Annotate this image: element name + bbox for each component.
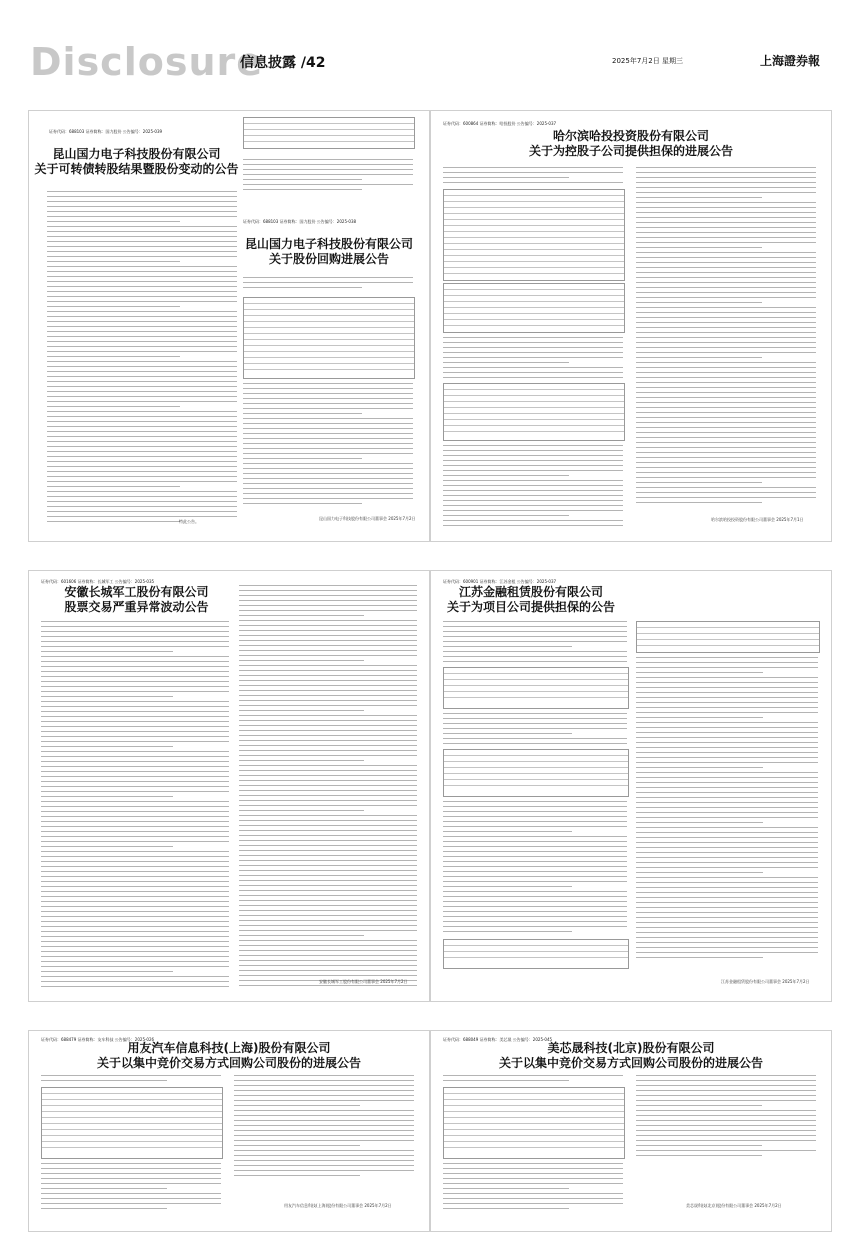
announcement-code: 证券代码：688479 证券简称：友车科技 公告编号：2025-026 xyxy=(41,1037,155,1042)
dateline: 2025年7月2日 星期三 xyxy=(612,57,683,65)
body-text xyxy=(41,1163,221,1213)
share-change-table xyxy=(243,117,415,149)
subsidiary-table xyxy=(443,383,625,441)
body-text xyxy=(443,1075,623,1085)
announcement-title: 用友汽车信息科技(上海)股份有限公司 关于以集中竞价交易方式回购公司股份的进展公告 xyxy=(96,1041,361,1070)
guarantee-table xyxy=(443,189,625,281)
announcement-code: 证券代码：600901 证券简称：江苏金租 公告编号：2025-037 xyxy=(443,579,557,584)
signature: 江苏金融租赁股份有限公司董事会 2025年7月2日 xyxy=(721,979,810,984)
announcement-code: 证券代码：688049 证券简称：美芯晟 公告编号：2025-045 xyxy=(443,1037,553,1042)
body-text xyxy=(239,585,417,990)
body-text xyxy=(41,1075,221,1085)
signature: 昆山国力电子科技股份有限公司董事会 2025年7月2日 xyxy=(319,516,416,521)
announcement-title: 哈尔滨哈投投资股份有限公司 关于为控股子公司提供担保的进展公告 xyxy=(528,129,733,158)
body-text xyxy=(243,277,413,292)
body-text xyxy=(443,337,623,382)
announcement-title: 昆山国力电子科技股份有限公司 关于股份回购进展公告 xyxy=(244,237,413,266)
announcement-code: 证券代码：601606 证券简称：长城军工 公告编号：2025-035 xyxy=(41,579,155,584)
body-text xyxy=(443,801,627,936)
panel-middle-left xyxy=(28,570,430,1002)
financial-table xyxy=(443,939,629,969)
panel-bottom-right xyxy=(430,1030,832,1232)
announcement-code: 证券代码：688103 证券简称：国力股份 公告编号：2025-038 xyxy=(243,219,357,224)
announcement-title: 美芯晟科技(北京)股份有限公司 关于以集中竞价交易方式回购公司股份的进展公告 xyxy=(498,1041,763,1070)
body-text xyxy=(234,1075,414,1180)
section-title: 信息披露 /42 xyxy=(240,55,326,71)
announcement-code: 证券代码：600864 证券简称：哈投股份 公告编号：2025-037 xyxy=(443,121,557,126)
body-text xyxy=(243,159,413,194)
body-text xyxy=(47,191,237,526)
signature: 哈尔滨哈投投资股份有限公司董事会 2025年7月1日 xyxy=(711,517,804,522)
body-text xyxy=(41,621,229,991)
repurchase-table xyxy=(243,297,415,379)
panel-bottom-left xyxy=(28,1030,430,1232)
masthead xyxy=(0,0,857,82)
repurchase-table xyxy=(443,1087,625,1159)
body-text xyxy=(636,657,818,962)
body-text xyxy=(443,1163,623,1213)
announcement-title: 江苏金融租赁股份有限公司 关于为项目公司提供担保的公告 xyxy=(446,585,615,614)
body-text xyxy=(636,1075,816,1160)
body-text xyxy=(443,621,627,666)
guarantee-table xyxy=(443,667,629,709)
announcement-title: 安徽长城军工股份有限公司 股票交易严重异常波动公告 xyxy=(64,585,209,614)
body-text xyxy=(443,167,623,187)
signature: 用友汽车信息科技(上海)股份有限公司董事会 2025年7月2日 xyxy=(284,1203,392,1208)
body-text xyxy=(443,713,627,748)
repurchase-table xyxy=(41,1087,223,1159)
project-table xyxy=(443,749,629,797)
financial-table xyxy=(636,621,820,653)
body-text xyxy=(636,167,816,507)
panel-top-left xyxy=(28,110,430,542)
guarantee-summary-table xyxy=(443,283,625,333)
signature: 安徽长城军工股份有限公司董事会 2025年7月2日 xyxy=(319,979,408,984)
signature: 特此公告。 xyxy=(179,519,199,524)
newspaper-logo: 上海證券報 xyxy=(760,54,821,68)
panel-middle-right xyxy=(430,570,832,1002)
brand-wordmark: Disclosure xyxy=(30,40,264,84)
body-text xyxy=(243,383,413,508)
body-text xyxy=(443,445,623,530)
signature: 美芯晟科技(北京)股份有限公司董事会 2025年7月2日 xyxy=(686,1203,782,1208)
panel-top-right xyxy=(430,110,832,542)
announcement-title: 昆山国力电子科技股份有限公司 关于可转债转股结果暨股份变动的公告 xyxy=(34,147,239,176)
announcement-code: 证券代码：688103 证券简称：国力股份 公告编号：2025-039 xyxy=(49,129,163,134)
